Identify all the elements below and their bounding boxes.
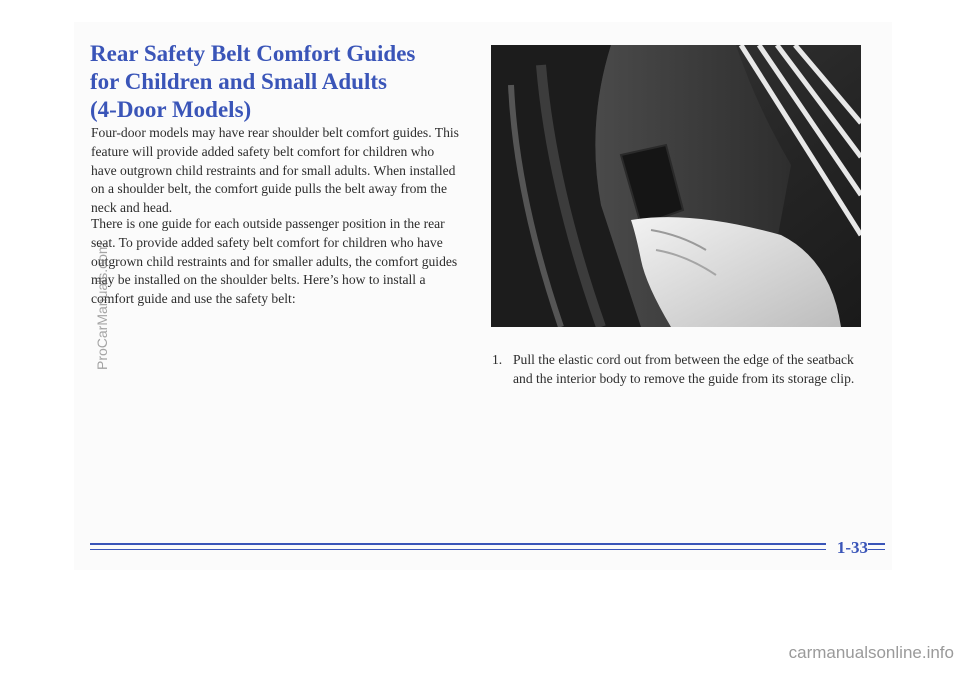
guide-paragraph: There is one guide for each outside passenger position in the rear seat. To provide added safety belt comfort for children who have outgrown child restraints and for smaller adults, the comfort guides may be installed on the shoulder belts. Here’s how to install a comfort guide and use the safety belt: bbox=[91, 216, 458, 307]
page-number: 1-33 bbox=[826, 538, 868, 558]
instruction-step-1 bbox=[492, 351, 864, 389]
footer-rule bbox=[90, 543, 885, 545]
comfort-guide-photo bbox=[491, 45, 861, 327]
footer-rule-thin bbox=[90, 549, 885, 550]
step-text: Pull the elastic cord out from between the edge of the seatback and the interior body to remove the guide from its storage clip. bbox=[513, 352, 855, 386]
heading-line-2: for Children and Small Adults bbox=[90, 69, 387, 94]
photo-illustration bbox=[491, 45, 861, 327]
heading-line-1: Rear Safety Belt Comfort Guides bbox=[90, 41, 416, 66]
footer-site-link[interactable]: carmanualsonline.info bbox=[788, 643, 954, 662]
section-heading bbox=[90, 40, 450, 124]
heading-line-3: (4-Door Models) bbox=[90, 97, 252, 122]
watermark-text: ProCarManuals.com bbox=[94, 242, 110, 370]
step-number: 1. bbox=[492, 352, 503, 367]
intro-paragraph: Four-door models may have rear shoulder belt comfort guides. This feature will provide added safety belt comfort for children who have outgrown child restraints and for small adults. When installed on a shoulder belt, the comfort guide pulls the belt away from the neck and head. bbox=[91, 125, 459, 216]
